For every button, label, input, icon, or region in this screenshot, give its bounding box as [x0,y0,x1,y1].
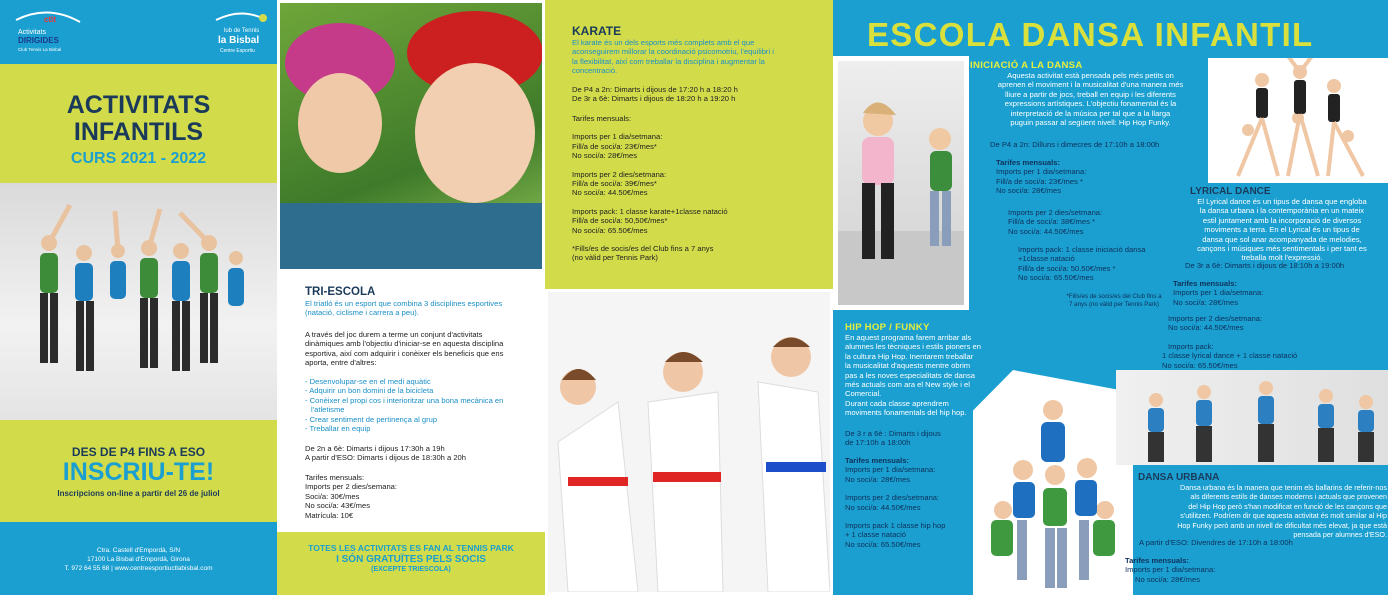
fee-line: No soci/a: 44.50€/mes [572,188,648,198]
hiphop-body [845,333,985,418]
text-line: De P4 a 2n: Dimarts i dijous de 17:20 h a 18:20 h [572,85,738,94]
lyrical-body [1176,197,1388,263]
text-line: De 2n a 6è: Dimarts i dijous 17:30h a 19h [305,444,445,453]
text-line: expressions artístiques. L'objectiu fonamental és la [1004,99,1177,109]
triescola-body [305,330,543,368]
contact-block [0,546,277,573]
text-line: De 3 r a 6è : Dimarts i dijous [845,429,941,438]
lyrical-fees-a [1173,279,1373,307]
iniciacio-heading: INICIACIÓ A LA DANSA [970,60,1083,71]
text-line: pensada per alumnes d'ESO. [1293,530,1387,540]
text-line: estil juntament amb la incorporació de diversos [1202,215,1362,225]
fee-heading: Tarifes mensuals: [1173,279,1238,288]
lyrical-schedule: De 3r a 6è: Dimarts i dijous de 18:10h a 19:00h [1185,261,1345,270]
tennis-park-note [277,543,545,573]
fee-line: No soci/a: 28€/mes [996,186,1061,196]
triescola-intro [305,299,540,318]
activitats-dirigides-logo [8,8,103,54]
bullet-item: l'atletisme [311,405,345,415]
text-line: la dansa urbana i la contemporània en un mateix [1199,206,1365,216]
triescola-fees [305,473,543,520]
fee-line: Imports per 1 dia/setmana: [1125,565,1216,575]
text-line: Comercial. [845,389,882,399]
address-line1: Ctra. Castell d'Empordà, S/N [96,547,181,554]
text-line: El karate és un dels esports més complets amb el que [572,38,755,47]
iniciacio-photo [835,58,967,308]
dansa-title: ESCOLA DANSA INFANTIL [867,16,1314,53]
lyrical-fees-c [1162,342,1377,370]
bullet-item: - Crear sentiment de pertinença al grup [305,414,438,424]
fee-line: Fill/a de soci/a: 23€/mes * [996,176,1083,186]
note-line2: I SÓN GRATUÏTES PELS SOCIS [336,554,486,565]
bullet-item: - Conèixer el propi cos i interioritzar una bona mecànica en [305,395,504,405]
text-line: la musicalitat d'aquests mentre obrim [845,361,971,371]
fee-line: Imports per 2 dies/setmana: [572,169,667,179]
cycling-kids-photo [277,0,545,272]
text-line: De 3r a 6è: Dimarts i dijous de 18:20 h a 19:20 h [572,94,736,104]
text-line: aprenen el moviment i la musicalitat d'una manera més [997,80,1184,90]
fee-line: 1 classe lyrical dance + 1 classe natació [1162,351,1298,361]
lyrical-fees-b [1168,314,1378,333]
urbana-schedule: A partir d'ESO: Divendres de 17:10h a 18:00h [1139,538,1293,547]
karate-panel [545,0,833,595]
svg-text:ctit: ctit [44,15,56,24]
svg-text:la Bisbal: la Bisbal [218,35,260,46]
text-line: interpretació de la música per tal que a la llarga [1010,108,1171,118]
text-line: s'utilitzen. Podríem dir que aquesta activitat és molt similar al Hip [1180,511,1387,521]
fee-line: No soci/a: 28€/mes [1135,574,1200,584]
fee-line: No soci/a: 28€/mes [845,474,910,484]
fee-line: No soci/a: 65.50€/mes [572,225,648,235]
cover-title-line2: INFANTILS [73,118,204,146]
iniciacio-fees-a [996,158,1196,196]
fee-note: (no vàlid per Tennis Park) [572,253,658,263]
fee-line: Fill/a de soci/a: 38€/mes * [1008,217,1095,227]
fee-line: Imports per 2 dies/semana: [305,482,398,492]
text-line: esportiva, així com adquirir i conèixer els beneficis que ens [305,348,504,358]
text-line: la flexibilitat, així com treballar la disciplina i augmentar la [572,56,765,66]
hiphop-fees [845,456,975,549]
fee-line: No soci/a: 65.50€/mes [1162,360,1238,370]
fee-line: Imports per 1 dia/setmana: [1173,288,1264,298]
signup-headline: INSCRIU-TE! [62,458,215,486]
karate-schedule [572,85,830,104]
fee-line: No soci/a: 43€/mes [305,501,370,511]
svg-text:Club Tennis La Bisbal: Club Tennis La Bisbal [18,47,62,52]
fee-line: No soci/a: 65.50€/mes [845,539,921,549]
text-line: El Lyrical dance és un tipus de dansa que engloba [1197,197,1367,206]
fee-line: Imports per 2 dies/setmana: [1168,314,1263,323]
triescola-heading: TRI-ESCOLA [305,286,376,298]
text-line: A partir d'ESO: Dimarts i dijous de 18:30h a 20h [305,453,467,463]
text-line: concentració. [572,66,618,76]
fee-note: *Fills/es de socis/es del Club fins a 7 anys [572,244,714,254]
text-line: Durant cada classe aprendrem [845,398,949,408]
text-line: (natació, ciclisme i carrera a peu). [305,308,419,318]
note-line1: TOTES LES ACTIVITATS ES FAN AL TENNIS PARK [308,543,514,553]
svg-text:DIRIGIDES: DIRIGIDES [18,36,59,45]
triescola-bullets [305,377,543,433]
fee-line: Imports pack 1 classe hip hop [845,521,946,531]
text-line: aporta, entre d'altres: [305,358,377,368]
fee-line: Matrícula: 10€ [305,510,354,520]
fee-line: No soci/a: 44.50€/mes [1168,323,1244,333]
fee-line: Fill/a de soci/a: 23€/mes* [572,141,657,151]
fee-line: Imports pack: 1 classe iniciació dansa [1018,245,1146,254]
fee-line: +1classe natació [1018,254,1075,264]
hiphop-schedule [845,429,975,448]
bullet-item: - Desenvolupar-se en el medi aquàtic [305,377,431,386]
text-line: pas a les noves especialitats de dansa [845,370,976,380]
text-line: dansa que sol anar acompanyada de melodies, [1202,234,1362,244]
address-line2: 17100 La Bisbal d'Empordà, Girona [87,556,190,563]
fee-line: No soci/a: 65.50€/mes [1018,273,1094,283]
svg-text:Activitats: Activitats [18,29,47,36]
text-line: més actuals com ara el New style i el [845,380,970,390]
fee-heading: Tarifes mensuals: [1125,556,1190,565]
fee-heading: Tarifes mensuals: [845,456,910,465]
karate-heading: KARATE [572,24,622,38]
fee-line: Fill/a de soci/a: 39€/mes* [572,179,657,189]
fee-line: No soci/a: 28€/mes [1173,297,1238,307]
text-line: lliure a partir de jocs, treball en equip i les diferents [1005,89,1176,99]
fee-line: Imports pack: 1 classe karate+1classe natació [572,206,728,216]
age-range: DES DE P4 FINS A ESO [71,445,206,459]
fee-line: Imports per 1 dia/setmana: [996,167,1087,177]
fee-line: Imports pack: [1168,342,1214,351]
hiphop-heading: HIP HOP / FUNKY [845,322,930,333]
fee-heading: Tarifes mensuals: [572,114,632,123]
text-line: als diferents estils de danses moderns i actuals que provenen [1190,492,1387,502]
course-label: CURS 2021 - 2022 [70,150,207,167]
contact-line: T. 972 64 55 68 | www.centreesportiuctlabisbal.com [64,565,213,572]
cover-panel [0,0,277,595]
text-line: Aquesta activitat està pensada pels més petits on [1007,71,1174,80]
text-line: dinàmiques amb l'objectiu d'iniciar-se en aquesta disciplina [305,339,504,349]
triescola-schedule [305,444,543,463]
note-line: *Fills/es de socis/es del Club fins a [1066,293,1162,300]
svg-text:Centre Esportiu: Centre Esportiu [220,48,255,54]
text-line: El triatló és un esport que combina 3 disciplines esportives [305,299,503,308]
fee-line: No soci/a: 28€/mes [572,151,637,161]
hiphop-photo [973,370,1133,595]
karate-fees [572,114,830,263]
text-line: En aquest programa farem arribar als [845,333,972,342]
text-line: Hop Funky però amb un nivell de dificultat més elevat, ja que està [1177,520,1387,530]
lyrical-heading: LYRICAL DANCE [1190,186,1271,197]
fee-line: + 1 classe natació [845,530,906,540]
text-line: A través del joc durem a terme un conjunt d'activitats [305,330,483,339]
text-line: cançons i músiques més sentimentals i per tant es [1197,244,1367,254]
bullet-item: - Adquirir un bon domini de la bicicleta [305,386,434,396]
iniciacio-schedule: De P4 a 2n: Dilluns i dimecres de 17:10h a 18:00h [990,140,1160,149]
fee-line: No soci/a: 44.50€/mes [1008,226,1084,236]
fee-heading: Tarifes mensuals: [996,158,1061,167]
fee-line: Fill/a de soci/a: 50.50€/mes * [1018,263,1116,273]
club-tennis-logo [212,10,272,56]
urbana-body [1135,483,1387,539]
karate-kids-photo [545,289,833,595]
text-line: puguin passar al següent nivell: Hip Hop Funky. [1010,118,1171,128]
iniciacio-body [973,71,1208,127]
lyrical-photo [1208,58,1388,183]
text-line: treballa molt l'expressió. [1241,253,1323,263]
kids-group-photo [0,183,277,420]
fee-line: No soci/a: 44.50€/mes [845,502,921,512]
fee-line: Imports per 1 dia/setmana: [572,132,663,142]
text-line: aconseguirem millorar la coordinació psicomotriu, l'equilibri i [572,47,774,57]
note-line3: (EXCEPTE TRIESCOLA) [371,566,451,573]
dansa-panel [833,0,1388,595]
karate-intro [572,38,830,76]
urbana-photo [1116,370,1388,465]
svg-text:lub de Tennis: lub de Tennis [224,28,260,34]
urbana-heading: DANSA URBANA [1138,472,1220,483]
text-line: del Hip Hop però s'han modificat en funció de les cançons que [1188,501,1387,511]
text-line: de 17:10h a 18:00h [845,438,911,448]
note-line: 7 anys (no vàlid per Tennis Park) [1069,301,1159,308]
fee-line: Imports per 1 dia/setmana: [845,465,936,475]
text-line: moviments fonamentals del hip hop. [845,408,967,418]
triescola-panel [277,0,545,595]
cover-title-line1: ACTIVITATS [66,91,211,119]
fee-line: Soci/a: 30€/mes [305,491,360,501]
fee-line: Imports per 2 dies/setmana: [1008,208,1103,217]
fee-line: Imports per 2 dies/setmana: [845,493,940,503]
fee-heading: Tarifes mensuals: [305,473,365,482]
text-line: moviments a terra. En el Lyrical és un tipus de [1204,225,1360,235]
cover-title [0,92,277,146]
text-line: alumnes les tècniques i estils pioners en [845,342,981,352]
fee-line: Fill/a de soci/a: 50,50€/mes* [572,216,668,226]
text-line: la cultura Hip Hop. Inentarem treballar [845,351,974,361]
urbana-fees [1125,556,1325,584]
signup-note: Inscripcions on-line a partir del 26 de juliol [57,489,220,498]
bullet-item: - Treballar en equip [305,424,371,434]
text-line: Dansa urbana és la manera que tenim els ballarins de referir-nos [1180,483,1387,492]
